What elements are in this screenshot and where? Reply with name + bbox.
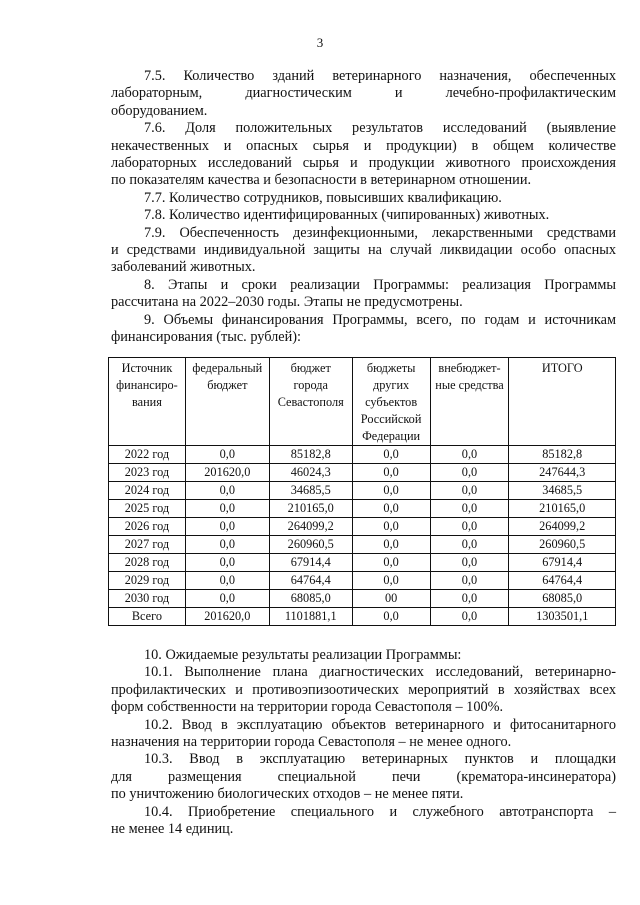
column-header-line: финансиро- [116,378,178,392]
table-row [109,446,616,464]
table-cell: 0,0 [430,536,509,554]
paragraph-7-9 [111,225,616,277]
text-line: оборудованием. [111,102,208,119]
table-cell: 2024 год [109,482,186,500]
text-line: для размещения специальной печи (крематора-инсинератора) [111,768,616,785]
text-line: по показателям качества и безопасности в ветеринарном отношении. [111,172,532,189]
text-line: 8. Этапы и сроки реализации Программы: реализация Программы [144,276,616,293]
text-line: лабораторным, диагностическим и лечебно-профилактическим [111,85,616,102]
table-cell: 0,0 [352,464,430,482]
paragraph-10-1 [111,664,616,716]
table-row [109,518,616,536]
column-header-line: бюджет [290,361,331,375]
table-cell: 0,0 [430,518,509,536]
column-header-line: города [293,378,328,392]
table-cell: 34685,5 [269,482,352,500]
table-cell: 64764,4 [509,572,616,590]
column-header-line: Российской [360,412,422,426]
table-cell: 210165,0 [269,500,352,518]
paragraph-10 [111,647,616,664]
table-cell: 264099,2 [509,518,616,536]
text-line: форм собственности на территории города Севастополя – 100%. [111,699,504,716]
table-cell: 0,0 [430,446,509,464]
column-header [509,358,616,446]
text-block-top [111,68,616,347]
table-cell: 201620,0 [185,608,269,626]
table-cell: 2028 год [109,554,186,572]
table-cell: 2026 год [109,518,186,536]
column-header-line: внебюджет- [438,361,501,375]
column-header-line: Источник [121,361,173,375]
paragraph-7-6 [111,120,616,190]
text-line: рассчитана на 2022–2030 годы. Этапы не предусмотрены. [111,294,463,311]
table-cell: 68085,0 [509,590,616,608]
text-line: 7.6. Доля положительных результатов исследований (выявление [144,120,616,137]
table-cell: 260960,5 [509,536,616,554]
table-cell: 0,0 [352,572,430,590]
text-line: 10.2. Ввод в эксплуатацию объектов ветеринарного и фитосанитарного [144,716,616,733]
text-line: 10.1. Выполнение плана диагностических исследований, ветеринарно- [144,664,616,681]
table-cell: 0,0 [430,500,509,518]
financing-table [108,357,616,626]
table-cell: 0,0 [185,590,269,608]
paragraph-9 [111,312,616,347]
table-cell: 0,0 [430,608,509,626]
table-cell: 201620,0 [185,464,269,482]
table-row [109,464,616,482]
text-line: заболеваний животных. [111,259,256,276]
table-cell: 2030 год [109,590,186,608]
column-header-line: ные средства [435,378,504,392]
table-cell: 0,0 [185,536,269,554]
table-cell: 210165,0 [509,500,616,518]
table-cell: 2022 год [109,446,186,464]
paragraph-7-8 [111,207,616,224]
table-cell: 2025 год [109,500,186,518]
table-cell: 0,0 [352,608,430,626]
table-cell: 0,0 [352,446,430,464]
table-cell: 0,0 [352,500,430,518]
table-cell: 0,0 [352,536,430,554]
text-line: лабораторных исследований сырья и продукции животного происхождения [111,155,616,172]
table-body [109,446,616,626]
text-line: 10. Ожидаемые результаты реализации Программы: [144,647,462,663]
column-header [352,358,430,446]
page-number: 3 [316,35,324,50]
table-cell: 34685,5 [509,482,616,500]
table-cell: 0,0 [352,518,430,536]
text-line: финансирования (тыс. рублей): [111,329,302,346]
text-line: 7.7. Количество сотрудников, повысивших квалификацию. [144,189,502,206]
column-header-line: бюджеты [366,361,416,375]
table-cell: 0,0 [185,572,269,590]
table-row [109,608,616,626]
table-cell: 0,0 [352,482,430,500]
table-header-row [109,358,616,446]
table-cell: 46024,3 [269,464,352,482]
column-header-line: Севастополя [277,395,344,409]
text-line: 10.4. Приобретение специального и служебного автотранспорта – [144,803,616,820]
table-cell: 2029 год [109,572,186,590]
table-row [109,500,616,518]
table-cell: 264099,2 [269,518,352,536]
table-cell: 1101881,1 [269,608,352,626]
column-header-line: вания [131,395,162,409]
table-cell: 0,0 [352,554,430,572]
column-header [269,358,352,446]
table-cell: 0,0 [430,554,509,572]
table-cell: 00 [352,590,430,608]
table-cell: 0,0 [185,554,269,572]
paragraph-10-4 [111,804,616,839]
table-cell: 0,0 [430,572,509,590]
text-line: по уничтожению биологических отходов – не менее пяти. [111,786,464,803]
table-row [109,482,616,500]
paragraph-8 [111,277,616,312]
text-line: назначения на территории города Севастополя – не менее одного. [111,734,512,751]
table-cell: 67914,4 [509,554,616,572]
table-cell: 260960,5 [269,536,352,554]
table-row [109,536,616,554]
text-line: 7.5. Количество зданий ветеринарного назначения, обеспеченных [144,68,616,84]
table-cell: Всего [109,608,186,626]
text-line: и средствами индивидуальной защиты на случай ликвидации особо опасных [111,242,616,259]
table-cell: 1303501,1 [509,608,616,626]
text-line: некачественных и опасных сырья и продукции) в общем количестве [111,137,616,154]
table-cell: 64764,4 [269,572,352,590]
table-cell: 85182,8 [509,446,616,464]
paragraph-7-5 [111,68,616,120]
text-line: 9. Объемы финансирования Программы, всего, по годам и источникам [144,311,616,328]
table-cell: 0,0 [185,500,269,518]
table-cell: 2027 год [109,536,186,554]
table-cell: 0,0 [430,464,509,482]
column-header-line: субъектов [365,395,418,409]
table-cell: 2023 год [109,464,186,482]
column-header-line: Федерации [362,429,421,443]
text-line: 7.9. Обеспеченность дезинфекционными, лекарственными средствами [144,224,616,241]
table-cell: 0,0 [185,482,269,500]
table-cell: 67914,4 [269,554,352,572]
table-row [109,554,616,572]
column-header [430,358,509,446]
text-line: профилактических и противоэпизоотических мероприятий в хозяйствах всех [111,681,616,698]
column-header-line: ИТОГО [541,361,583,375]
column-header-line: других [373,378,410,392]
text-block-bottom [111,647,616,838]
paragraph-10-3 [111,751,616,803]
column-header [185,358,269,446]
column-header [109,358,186,446]
paragraph-7-7 [111,190,616,207]
text-line: 7.8. Количество идентифицированных (чипированных) животных. [144,207,550,224]
table-row [109,590,616,608]
table-cell: 68085,0 [269,590,352,608]
text-line: 10.3. Ввод в эксплуатацию ветеринарных пунктов и площадки [144,751,616,768]
paragraph-10-2 [111,717,616,752]
table-cell: 0,0 [430,590,509,608]
text-line: не менее 14 единиц. [111,821,234,838]
table-cell: 0,0 [185,446,269,464]
table-cell: 0,0 [185,518,269,536]
table-cell: 85182,8 [269,446,352,464]
table-row [109,572,616,590]
table-cell: 247644,3 [509,464,616,482]
column-header-line: федеральный [192,361,263,375]
table-cell: 0,0 [430,482,509,500]
column-header-line: бюджет [207,378,248,392]
